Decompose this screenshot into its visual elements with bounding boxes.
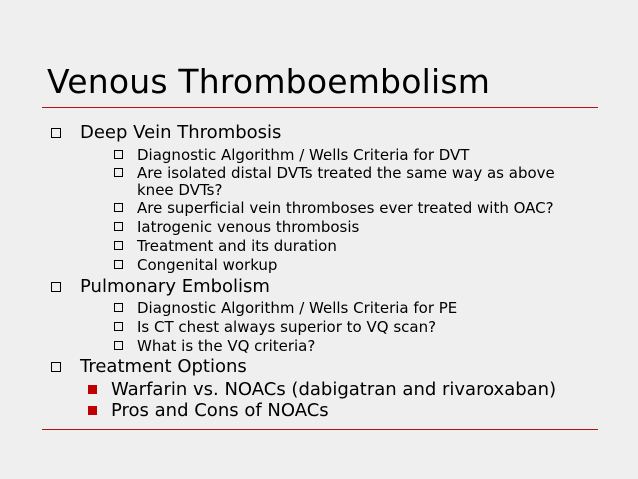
hollow-square-bullet-icon — [114, 341, 123, 350]
list-item: Diagnostic Algorithm / Wells Criteria for PE — [137, 299, 457, 317]
hollow-square-bullet-icon — [114, 260, 123, 269]
list-item: Treatment and its duration — [137, 237, 337, 255]
section-label: Deep Vein Thrombosis — [80, 122, 282, 143]
hollow-square-bullet-icon — [114, 303, 123, 312]
hollow-square-bullet-icon — [51, 128, 61, 138]
list-item: Are isolated distal DVTs treated the same way as above — [137, 164, 555, 182]
hollow-square-bullet-icon — [114, 168, 123, 177]
list-item: Diagnostic Algorithm / Wells Criteria for DVT — [137, 146, 469, 164]
hollow-square-bullet-icon — [114, 203, 123, 212]
list-item: Is CT chest always superior to VQ scan? — [137, 318, 436, 336]
filled-square-bullet-icon — [88, 406, 97, 415]
title-divider — [42, 107, 598, 108]
hollow-square-bullet-icon — [114, 241, 123, 250]
hollow-square-bullet-icon — [114, 222, 123, 231]
filled-square-bullet-icon — [88, 385, 97, 394]
list-item-continuation: knee DVTs? — [137, 181, 223, 199]
slide-title: Venous Thromboembolism — [47, 62, 491, 101]
hollow-square-bullet-icon — [51, 282, 61, 292]
section-pulmonary-embolism — [80, 276, 270, 298]
list-item: Are superficial vein thromboses ever treated with OAC? — [137, 199, 554, 217]
list-item: Pros and Cons of NOACs — [111, 400, 329, 422]
list-item: Warfarin vs. NOACs (dabigatran and rivaroxaban) — [111, 379, 556, 401]
section-treatment-options — [80, 356, 247, 378]
hollow-square-bullet-icon — [114, 322, 123, 331]
section-deep-vein-thrombosis — [80, 122, 281, 144]
hollow-square-bullet-icon — [114, 150, 123, 159]
list-item: What is the VQ criteria? — [137, 337, 315, 355]
hollow-square-bullet-icon — [51, 362, 61, 372]
section-label: Treatment Options — [80, 356, 247, 377]
list-item: Iatrogenic venous thrombosis — [137, 218, 359, 236]
list-item: Congenital workup — [137, 256, 277, 274]
section-label: Pulmonary Embolism — [80, 276, 270, 297]
bottom-divider — [42, 429, 598, 430]
